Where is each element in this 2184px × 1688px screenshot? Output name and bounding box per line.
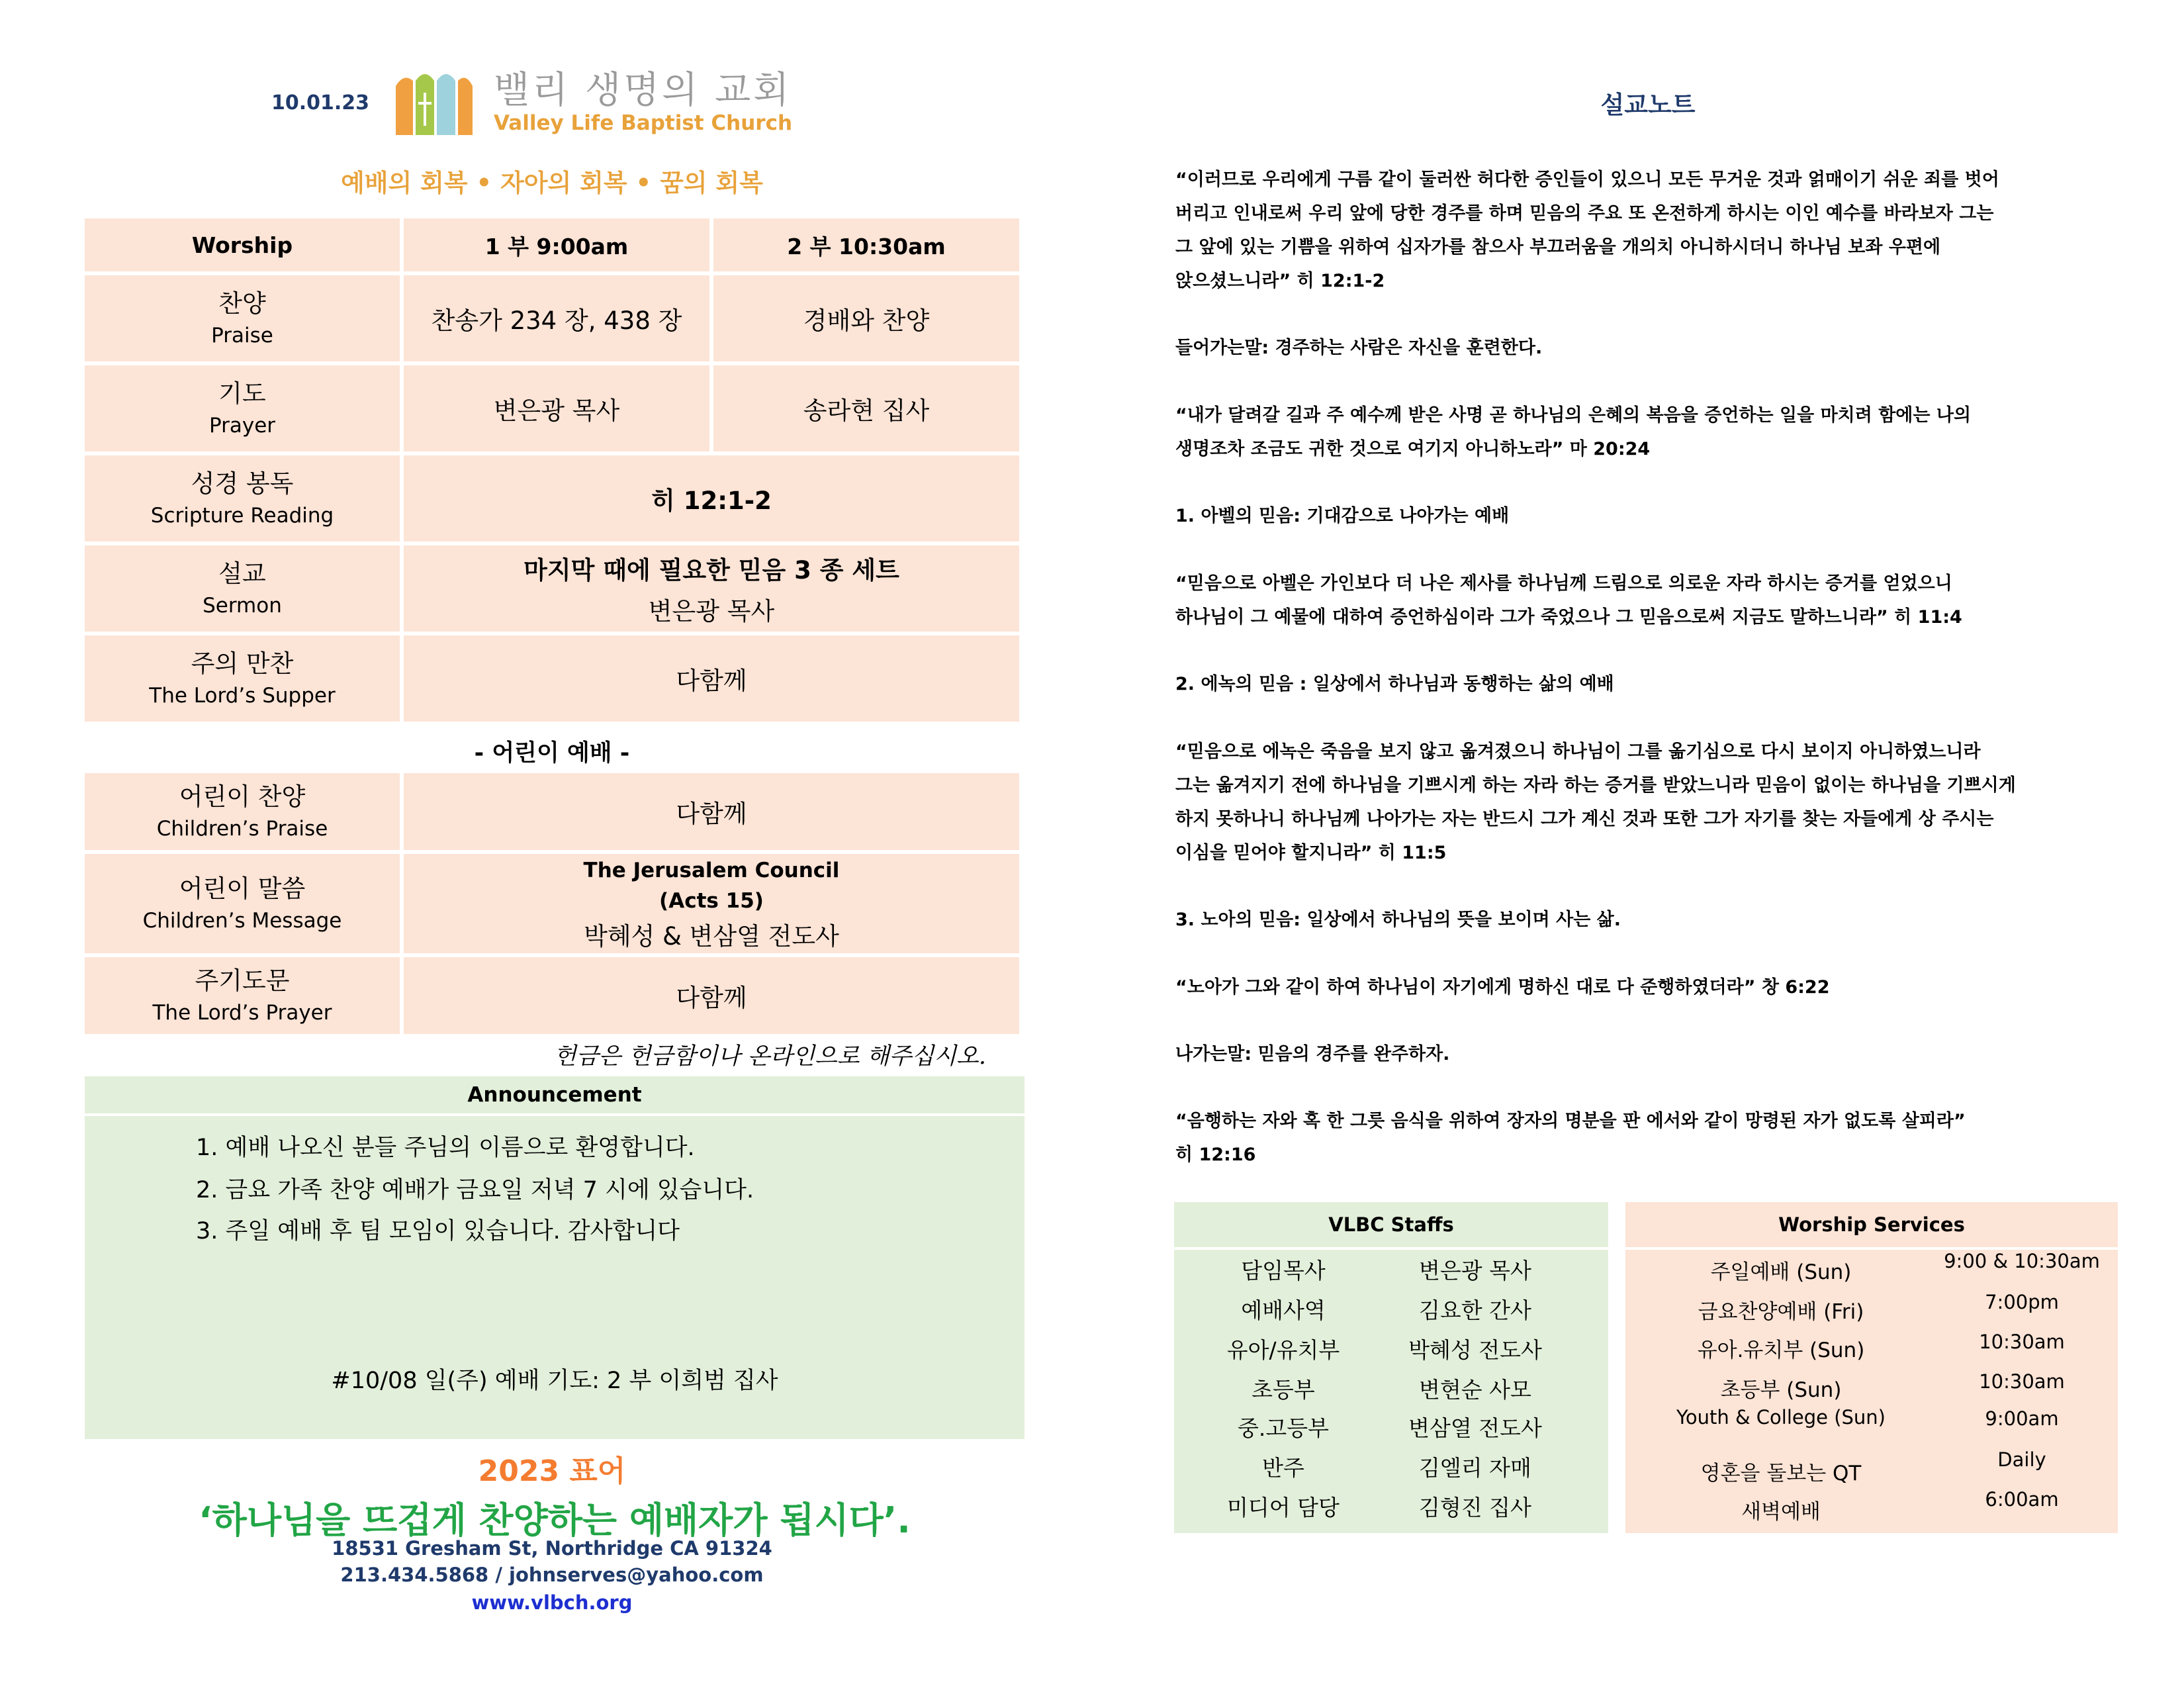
sermon-note-line: 그 앞에 있는 기쁨을 위하여 십자가를 참으사 부끄러움을 개의치 아니하시더니 하나님 보좌 우편에: [1175, 237, 1941, 258]
announcement-item: 3. 주일 예배 후 팀 모임이 있습니다. 감사합니다: [196, 1218, 680, 1244]
sermon-note-line: 3. 노아의 믿음: 일상에서 하나님의 뜻을 보이며 사는 삶.: [1175, 910, 1621, 930]
announcement-header: [85, 1076, 1024, 1113]
service-name: 유아.유치부 (Sun): [1697, 1338, 1865, 1362]
lords-supper-value: [404, 635, 1019, 722]
service-name: 새벽예배: [1741, 1500, 1821, 1524]
sermon-note-line: 생명조차 조금도 귀한 것으로 여기지 아니하노라” 마 20:24: [1175, 439, 1651, 459]
sermon-note-line: “노아가 그와 같이 하여 하나님이 자기에게 명하신 대로 다 준행하였더라” 창 6:22: [1175, 977, 1830, 998]
sermon-note-line: “믿음으로 에녹은 죽음을 보지 않고 옮겨졌으니 하나님이 그를 옮기심으로 다시 보이지 아니하였느니라: [1175, 741, 1981, 762]
offering-note: 헌금은 헌금함이나 온라인으로 해주십시오.: [553, 1043, 986, 1070]
table-header-worship: [85, 218, 400, 271]
label-korean: 어린이 찬양: [179, 782, 306, 811]
church-name-english: Valley Life Baptist Church: [494, 111, 793, 135]
header-label: 1 부 9:00am: [484, 233, 629, 259]
lords-prayer-value: [404, 957, 1019, 1034]
praise-first-service: [404, 275, 709, 361]
staff-name: 변현순 사모: [1419, 1377, 1531, 1403]
announcement-item: 2. 금요 가족 찬양 예배가 금요일 저녁 7 시에 있습니다.: [196, 1177, 754, 1203]
service-time: Daily: [1997, 1448, 2046, 1471]
announcement-item: 1. 예배 나오신 분들 주님의 이름으로 환영합니다.: [196, 1135, 695, 1161]
service-name: 초등부 (Sun): [1720, 1378, 1842, 1402]
staff-role: 유아/유치부: [1226, 1337, 1340, 1363]
sermon-note-line: 히 12:16: [1175, 1145, 1256, 1165]
sermon-note-line: 1. 아벨의 믿음: 기대감으로 나아가는 예배: [1175, 506, 1510, 526]
service-time: 9:00 & 10:30am: [1944, 1250, 2100, 1272]
row-label-children-praise: [85, 773, 400, 850]
staff-role: 반주: [1262, 1455, 1304, 1481]
church-phone-email: 213.434.5868 / johnserves@yahoo.com: [340, 1564, 764, 1586]
sermon-note-line: 이심을 믿어야 할지니라” 히 11:5: [1175, 843, 1447, 863]
services-list: [1625, 1250, 2118, 1533]
staff-name: 변삼열 전도사: [1408, 1415, 1542, 1441]
row-label-children-message: [85, 854, 400, 953]
label-korean: 주의 만찬: [191, 649, 294, 678]
church-motto: 예배의 회복 • 자아의 회복 • 꿈의 회복: [341, 169, 763, 197]
label-english: Scripture Reading: [150, 504, 334, 528]
row-label-scripture: [85, 455, 400, 541]
label-korean: 주기도문: [195, 966, 290, 995]
service-time: 10:30am: [1979, 1370, 2065, 1393]
cell-value: 다함께: [676, 984, 747, 1012]
row-label-praise: [85, 275, 400, 361]
service-name: 영혼을 돌보는 QT: [1700, 1462, 1862, 1485]
service-name: Youth & College (Sun): [1676, 1406, 1886, 1429]
church-address: 18531 Gresham St, Northridge CA 91324: [332, 1537, 772, 1560]
prayer-first-service: [404, 365, 709, 451]
row-label-lords-prayer: [85, 957, 400, 1034]
service-time: 10:30am: [1979, 1331, 2065, 1353]
sermon-note-line: “내가 달려갈 길과 주 예수께 받은 사명 곧 하나님의 은혜의 복음을 증언하는 일을 마치려 함에는 나의: [1175, 405, 1972, 426]
sermon-note-line: “믿음으로 아벨은 가인보다 더 나은 제사를 하나님께 드림으로 의로운 자라 하시는 증거를 얻었으니: [1175, 573, 1952, 594]
staff-name: 김엘리 자매: [1419, 1455, 1531, 1481]
label-english: The Lord’s Prayer: [152, 1001, 332, 1025]
staff-name: 박혜성 전도사: [1408, 1337, 1542, 1363]
label-english: Children’s Message: [142, 909, 342, 933]
service-time: 7:00pm: [1985, 1291, 2059, 1313]
sermon-note-line: 2. 에녹의 믿음 : 일상에서 하나님과 동행하는 삶의 예배: [1175, 674, 1614, 694]
label-english: Prayer: [208, 414, 276, 438]
cell-value: 히 12:1-2: [651, 487, 772, 515]
label-korean: 찬양: [218, 289, 266, 318]
label-korean: 설교: [218, 559, 266, 588]
year-motto-title: 2023 표어: [478, 1454, 626, 1488]
sermon-note-line: “음행하는 자와 혹 한 그릇 음식을 위하여 장자의 명분을 판 에서와 같이 망령된 자가 없도록 살피라”: [1175, 1111, 1966, 1131]
label-english: The Lord’s Supper: [149, 684, 336, 708]
sermon-note-line: 그는 옮겨지기 전에 하나님을 기쁘시게 하는 자라 하는 증거를 받았느니라 믿음이 없이는 하나님을 기쁘시게: [1175, 775, 2016, 796]
sermon-note-line: 하지 못하나니 하나님께 나아가는 자는 반드시 그가 계신 것과 또한 그가 자기를 찾는 자들에게 상 주시는: [1175, 809, 1994, 829]
sermon-note-line: “이러므로 우리에게 구름 같이 둘러싼 허다한 증인들이 있으니 모든 무거운 것과 얽매이기 쉬운 죄를 벗어: [1175, 169, 1999, 190]
scripture-reading-value: [404, 455, 1019, 541]
staff-role: 중.고등부: [1237, 1415, 1329, 1441]
services-title: Worship Services: [1778, 1213, 1965, 1236]
label-korean: 성경 봉독: [191, 469, 294, 498]
cell-value: 다함께: [676, 800, 747, 828]
row-label-sermon: [85, 545, 400, 632]
service-name: 금요찬양예배 (Fri): [1698, 1300, 1864, 1324]
announcement-body: [85, 1116, 1024, 1439]
message-reference: (Acts 15): [659, 889, 764, 913]
prayer-schedule-note: #10/08 일(주) 예배 기도: 2 부 이희범 집사: [331, 1368, 778, 1394]
table-header-first-service: [404, 218, 709, 271]
service-name: 주일예배 (Sun): [1710, 1260, 1852, 1284]
table-header-second-service: [713, 218, 1019, 271]
label-korean: 기도: [218, 379, 266, 408]
services-header: [1625, 1202, 2118, 1247]
sermon-speaker: 변은광 목사: [648, 597, 775, 626]
sermon-note-line: 앉으셨느니라” 히 12:1-2: [1175, 271, 1385, 291]
prayer-second-service: [713, 365, 1019, 451]
label-english: Sermon: [203, 594, 282, 618]
row-label-lords-supper: [85, 635, 400, 722]
staff-name: 김형진 집사: [1419, 1495, 1531, 1521]
sermon-note-line: 하나님이 그 예물에 대하여 증언하심이라 그가 죽었으나 그 믿음으로써 지금도 말하느니라” 히 11:4: [1175, 607, 1962, 628]
sermon-value: [404, 545, 1019, 632]
staff-role: 초등부: [1251, 1377, 1315, 1403]
header-label: 2 부 10:30am: [787, 233, 946, 259]
sermon-note-line: 들어가는말: 경주하는 사람은 자신을 훈련한다.: [1175, 338, 1543, 358]
cell-value: 다함께: [676, 667, 747, 695]
sermon-note-line: 버리고 인내로써 우리 앞에 당한 경주를 하며 믿음의 주요 또 온전하게 하시는 이인 예수를 바라보자 그는: [1175, 203, 1994, 224]
staff-header: [1174, 1202, 1608, 1247]
staff-role: 담임목사: [1241, 1258, 1326, 1284]
service-time: 9:00am: [1985, 1407, 2059, 1430]
church-logo: [394, 66, 474, 135]
label-english: Praise: [211, 324, 273, 348]
staff-list: [1174, 1250, 1608, 1533]
praise-second-service: [713, 275, 1019, 361]
cell-value: 변은광 목사: [493, 397, 620, 425]
church-name-korean: 밸리 생명의 교회: [494, 69, 792, 112]
staff-name: 김요한 간사: [1419, 1297, 1531, 1323]
children-praise-value: [404, 773, 1019, 850]
service-time: 6:00am: [1985, 1488, 2059, 1511]
sermon-title: 마지막 때에 필요한 믿음 3 종 세트: [523, 556, 899, 585]
message-title: The Jerusalem Council: [583, 859, 840, 882]
staff-role: 미디어 담당: [1227, 1495, 1340, 1521]
label-korean: 어린이 말씀: [179, 874, 306, 903]
sermon-notes-title: 설교노트: [1600, 91, 1696, 119]
cell-value: 찬송가 234 장, 438 장: [431, 306, 682, 335]
cell-value: 경배와 찬양: [803, 306, 930, 335]
children-message-value: [404, 854, 1019, 953]
message-speakers: 박혜성 & 변삼열 전도사: [584, 922, 839, 951]
bulletin-date: 10.01.23: [271, 91, 370, 115]
staff-role: 예배사역: [1241, 1297, 1326, 1323]
year-motto: ‘하나님을 뜨겁게 찬양하는 예배자가 됩시다’.: [199, 1499, 911, 1541]
label-english: Children’s Praise: [156, 817, 328, 841]
announcement-title: Announcement: [467, 1083, 642, 1107]
staff-title: VLBC Staffs: [1328, 1213, 1454, 1236]
staff-name: 변은광 목사: [1419, 1258, 1531, 1284]
kids-worship-title: - 어린이 예배 -: [474, 740, 630, 767]
cell-value: 송라현 집사: [803, 397, 930, 425]
church-website-link[interactable]: www.vlbch.org: [471, 1591, 633, 1614]
sermon-note-line: 나가는말: 믿음의 경주를 완주하자.: [1175, 1044, 1450, 1064]
header-label: Worship: [191, 232, 293, 258]
row-label-prayer: [85, 365, 400, 451]
